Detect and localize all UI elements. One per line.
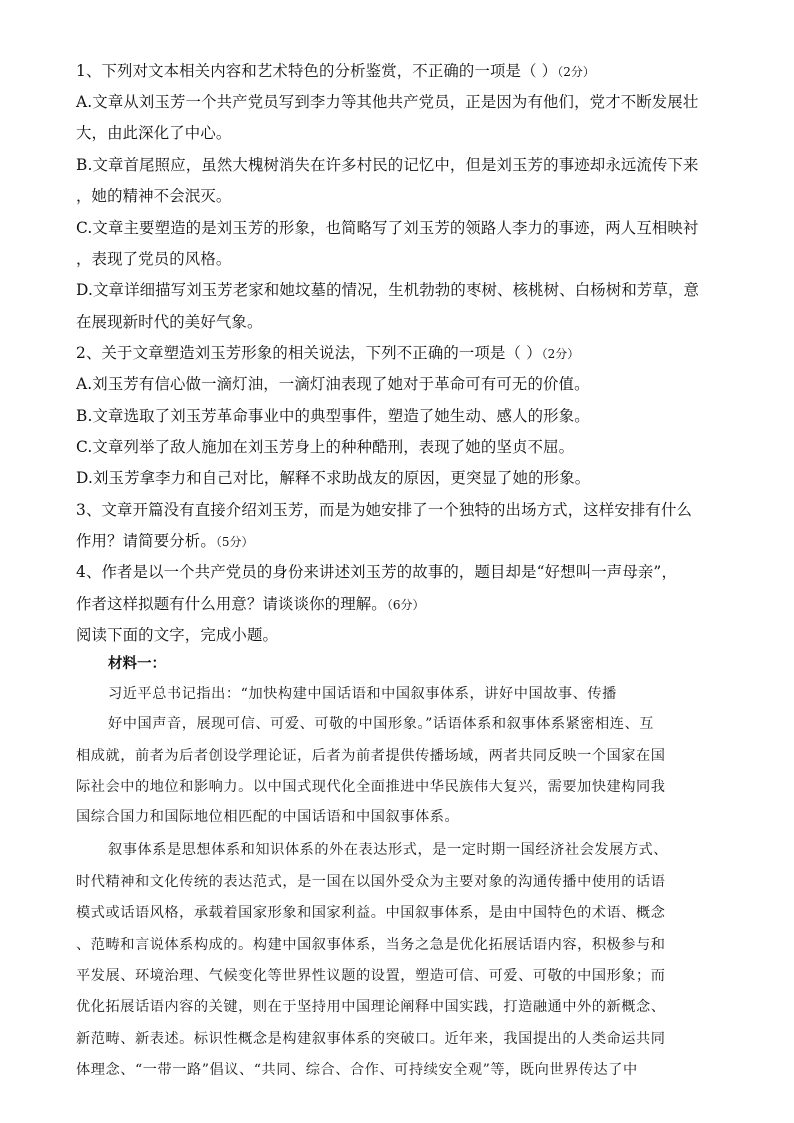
reading-instruction: 阅读下面的文字，完成小题。 (76, 626, 279, 644)
material-line: 叙事体系是思想体系和知识体系的外在表达形式，是一定时期一国经济社会发展方式、 (108, 842, 669, 858)
material-line: 模式或话语风格，承载着国家形象和国家利益。中国叙事体系，是由中国特色的术语、概念 (76, 905, 666, 921)
question-2-option-d: D.刘玉芳拿李力和自己对比，解释不求助战友的原因，更突显了她的形象。 (76, 469, 591, 487)
question-3-stem-cont: 作用？请简要分析。（5分） (76, 532, 254, 550)
material-line: 国综合国力和国际地位相匹配的中国话语和中国叙事体系。 (76, 809, 460, 825)
material-line: 习近平总书记指出：“加快构建中国话语和中国叙事体系，讲好中国故事、传播 (108, 686, 617, 702)
question-4-stem: 4、作者是以一个共产党员的身份来讲述刘玉芳的故事的，题目却是“好想叫一声母亲”， (76, 563, 677, 581)
question-2-option-b: B.文章选取了刘玉芳革命事业中的典型事件，塑造了她生动、感人的形象。 (76, 407, 590, 425)
question-2-option-a: A.刘玉芳有信心做一滴灯油，一滴灯油表现了她对于革命可有可无的价值。 (76, 375, 590, 393)
material-line: 际社会中的地位和影响力。以中国式现代化全面推进中华民族伟大复兴，需要加快建构同我 (76, 779, 666, 795)
question-1-option-a: A.文章从刘玉芳一个共产党员写到李力等其他共产党员，正是因为有他们，党才不断发展壮 (76, 93, 699, 111)
question-2-score: （2分） (541, 347, 580, 361)
question-2-stem: 2、关于文章塑造刘玉芳形象的相关说法，下列不正确的一项是（ ）（2分） (76, 344, 580, 362)
question-4-score: （6分） (386, 598, 425, 612)
material-one-title: 材料一： (108, 655, 166, 672)
question-1-option-b: B.文章首尾照应，虽然大槐树消失在许多村民的记忆中，但是刘玉芳的事迹却永远流传下来 (76, 156, 699, 174)
question-1-score: （2分） (557, 65, 595, 79)
question-1-option-c: C.文章主要塑造的是刘玉芳的形象，也简略写了刘玉芳的领路人李力的事迹，两人互相映衬 (76, 219, 699, 237)
question-3-score: （5分） (215, 535, 254, 549)
question-1-option-d-cont: 在展现新时代的美好气象。 (76, 313, 263, 331)
material-line: 好中国声音，展现可信、可爱、可敬的中国形象。”话语体系和叙事体系紧密相连、互 (108, 716, 654, 732)
material-line: 平发展、环境治理、气候变化等世界性议题的设置，塑造可信、可爱、可敬的中国形象；而 (76, 968, 666, 984)
material-line: 相成就，前者为后者创设学理论证，后者为前者提供传播场域，两者共同反映一个国家在国 (76, 748, 666, 764)
question-1-option-a-cont: 大，由此深化了中心。 (76, 124, 232, 142)
question-1-stem: 1、下列对文本相关内容和艺术特色的分析鉴赏，不正确的一项是（ ）（2分） (76, 62, 595, 80)
question-3-stem: 3、文章开篇没有直接介绍刘玉芳，而是为她安排了一个独特的出场方式，这样安排有什么 (76, 501, 693, 519)
material-line: 时代精神和文化传统的表达范式，是一国在以国外受众为主要对象的沟通传播中使用的话语 (76, 874, 666, 890)
material-line: 新范畴、新表述。标识性概念是构建叙事体系的突破口。近年来，我国提出的人类命运共同 (76, 1031, 666, 1047)
question-1-option-b-cont: ，她的精神不会泯灭。 (76, 187, 232, 205)
question-2-option-c: C.文章列举了敌人施加在刘玉芳身上的种种酷刑，表现了她的坚贞不屈。 (76, 438, 575, 456)
question-1-option-c-cont: ，表现了党员的风格。 (76, 250, 232, 268)
material-line: 体理念、“一带一路”倡议、“共同、综合、合作、可持续安全观”等，既向世界传达了中 (76, 1062, 638, 1078)
question-4-stem-cont: 作者这样拟题有什么用意？请谈谈你的理解。（6分） (76, 595, 425, 613)
material-line: 、范畴和言说体系构成的。构建中国叙事体系，当务之急是优化拓展话语内容，积极参与和 (76, 937, 666, 953)
material-line: 优化拓展话语内容的关键，则在于坚持用中国理论阐释中国实践，打造融通中外的新概念、 (76, 999, 666, 1015)
question-1-option-d: D.文章详细描写刘玉芳老家和她坟墓的情况，生机勃勃的枣树、核桃树、白杨树和芳草，意 (76, 281, 700, 299)
